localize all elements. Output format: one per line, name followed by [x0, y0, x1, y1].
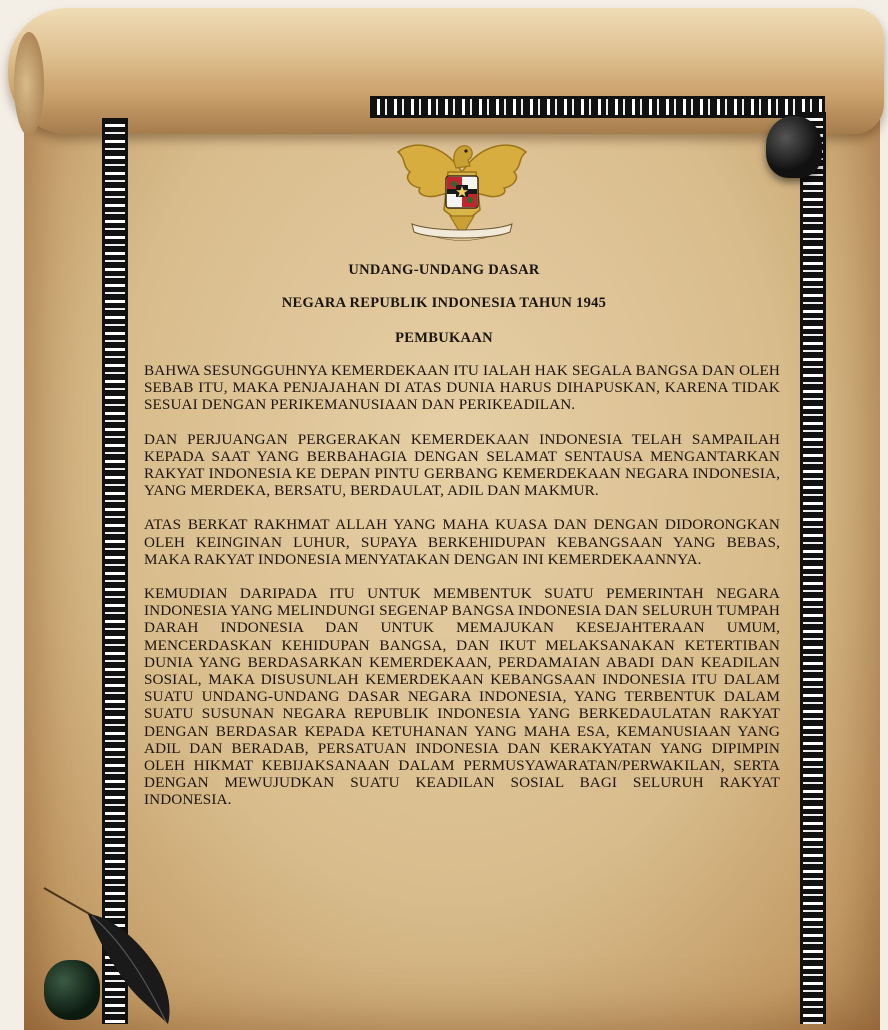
decorative-border-right [800, 112, 826, 1024]
ink-bottle-icon [766, 116, 822, 178]
scroll-roll-end [14, 32, 44, 136]
preamble-paragraph-1: BAHWA SESUNGGUHNYA KEMERDEKAAN ITU IALAH HAK SEGALA BANGSA DAN OLEH SEBAB ITU, MAKA PENJAJAHAN DI ATAS DUNIA HARUS DIHAPUSKAN, KARENA TIDAK SESUAI DENGAN PERIKEMANUSIAAN DAN PERIKEADILAN. [144, 362, 780, 414]
preamble-body [144, 362, 780, 826]
preamble-paragraph-4: KEMUDIAN DARIPADA ITU UNTUK MEMBENTUK SUATU PEMERINTAH NEGARA INDONESIA YANG MELINDUNGI SEGENAP BANGSA INDONESIA DAN SELURUH TUMPAH DARAH INDONESIA DAN UNTUK MEMAJUKAN KESEJAHTERAAN UMUM, MENCERDASKAN KEHIDUPAN BANGSA, DAN IKUT MELAKSANAKAN KETERTIBAN DUNIA YANG BERDASARKAN KEMERDEKAAN, PERDAMAIAN ABADI DAN KEADILAN SOSIAL, MAKA DISUSUNLAH KEMERDEKAAN KEBANGSAAN INDONESIA ITU DALAM SUATU UNDANG-UNDANG DASAR NEGARA INDONESIA, YANG TERBENTUK DALAM SUATU SUSUNAN NEGARA REPUBLIK INDONESIA YANG BERKEDAULATAN RAKYAT DENGAN BERDASAR KEPADA KETUHANAN YANG MAHA ESA, KEMANUSIAAN YANG ADIL DAN BERADAB, PERSATUAN INDONESIA DAN KERAKYATAN YANG DIPIMPIN OLEH HIKMAT KEBIJAKSANAAN DALAM PERMUSYAWARATAN/PERWAKILAN, SERTA DENGAN MEWUJUDKAN SUATU KEADILAN SOSIAL BAGI SELURUH RAKYAT INDONESIA. [144, 585, 780, 809]
document-subtitle: NEGARA REPUBLIK INDONESIA TAHUN 1945 [281, 295, 607, 311]
preamble-paragraph-2: DAN PERJUANGAN PERGERAKAN KEMERDEKAAN INDONESIA TELAH SAMPAILAH KEPADA SAAT YANG BERBAHAGIA DENGAN SELAMAT SENTAUSA MENGANTARKAN RAKYAT INDONESIA KE DEPAN PINTU GERBANG KEMERDEKAAN NEGARA INDONESIA, YANG MERDEKA, BERSATU, BERDAULAT, ADIL DAN MAKMUR. [144, 430, 780, 500]
section-title: PEMBUKAAN [395, 330, 493, 346]
garuda-pancasila-emblem-icon [392, 132, 532, 244]
decorative-border-top [370, 96, 825, 118]
ink-bottle-icon [44, 960, 100, 1020]
preamble-paragraph-3: ATAS BERKAT RAKHMAT ALLAH YANG MAHA KUASA DAN DENGAN DIDORONGKAN OLEH KEINGINAN LUHUR, SUPAYA BERKEHIDUPAN KEBANGSAAN YANG BEBAS, MAKA RAKYAT INDONESIA MENYATAKAN DENGAN INI KEMERDEKAANNYA. [144, 516, 780, 568]
document-title: UNDANG-UNDANG DASAR [348, 262, 540, 278]
